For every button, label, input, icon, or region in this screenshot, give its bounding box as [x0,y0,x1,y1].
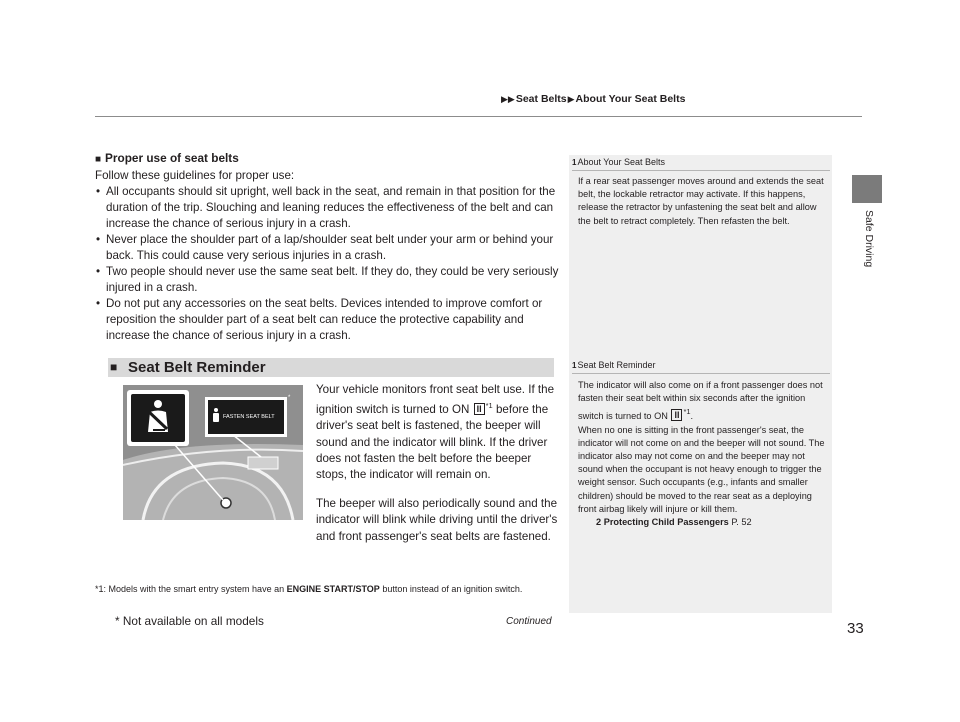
availability-note: * Not available on all models [115,614,264,628]
reminder-p1-end: before the driver's seat belt is fastened, the beeper will sound and the indicator will blink. If the driver does not fasten the belt before the beeper stops, the indicator will remain on. [316,403,549,482]
ignition-key-badge: II [474,403,485,415]
reminder-p1-start: Your vehicle monitors front seat belt use. If the ignition switch is turned to ON [316,383,555,417]
guideline-item: • Never place the shoulder part of a lap/shoulder seat belt under your arm or behind your back. This could cause very serious injuries in a crash. [95,232,560,264]
reminder-body [316,382,559,558]
dashboard-illustration [123,385,303,520]
breadcrumb-arrow-icon: ▶ [567,94,575,104]
guideline-item: • Two people should never use the same seat belt. If they do, they could be very seriously injured in a crash. [95,264,560,296]
page-number: 33 [847,620,864,637]
note-title: Seat Belt Reminder [577,360,656,370]
section-tab-marker [852,175,882,203]
reminder-heading: Seat Belt Reminder [128,359,266,376]
note-title: About Your Seat Belts [577,157,666,167]
note-seat-belt-reminder [572,360,830,529]
footnote-ref[interactable]: *1 [485,401,493,411]
display-asterisk: * [288,395,291,401]
breadcrumb-item-about[interactable]: About Your Seat Belts [575,93,686,105]
section-tab-label: Safe Driving [863,210,875,268]
cross-reference-link[interactable] [578,517,752,527]
display-message: FASTEN SEAT BELT [223,414,275,420]
proper-use-intro: Follow these guidelines for proper use: [95,169,295,182]
guideline-list [95,184,560,344]
note-body-punct: . [690,411,694,422]
footnote-ref[interactable]: *1 [683,407,691,417]
header-divider [95,116,862,117]
reminder-paragraph-1 [316,382,559,483]
note-body: If a rear seat passenger moves around and extends the seat belt, the lockable retractor may activate. If this happens, release the retractor by unfastening the seat belt and allow the belt to retract completely. Then refasten the belt. [578,176,824,226]
reference-icon: 2 [596,517,602,528]
guideline-item: • Do not put any accessories on the seat belts. Devices intended to improve comfort or reposition the shoulder part of a seat belt can reduce the protective capability and increase the chance of serious injury in a crash. [95,296,560,344]
cross-reference-text[interactable]: Protecting Child Passengers [603,517,729,528]
note-heading [572,360,830,370]
guideline-item: • All occupants should sit upright, well back in the seat, and remain in that position for the duration of the trip. Slouching and leaning reduces the effectiveness of the belt and can increase the chance of serious injury in a crash. [95,184,560,232]
note-body-part-1: The indicator will also come on if a front passenger does not fasten their seat belt within six seconds after the ignition switch is turned to ON [578,380,823,422]
reminder-heading-bar [108,358,554,377]
footnote-prefix: *1: Models with the smart entry system have an [95,584,285,594]
breadcrumb-arrow-icon: ▶▶ [501,94,515,104]
cross-reference-page[interactable]: P. 52 [731,517,752,528]
reminder-paragraph-2: The beeper will also periodically sound and the indicator will blink while driving until the driver's and front passenger's seat belts are fastened. [316,497,558,543]
square-bullet-icon: ■ [95,154,102,165]
proper-use-heading [95,150,560,168]
reference-icon: 1 [572,158,577,167]
note-divider [572,170,830,171]
note-heading [572,157,830,167]
footnote [95,582,565,596]
reference-icon: 1 [572,361,577,370]
footnote-suffix: button instead of an ignition switch. [382,584,523,594]
proper-use-heading-text: Proper use of seat belts [105,151,239,165]
continued-label: Continued [506,616,552,627]
breadcrumb-item-seat-belts[interactable]: Seat Belts [515,93,567,105]
note-about-seat-belts [572,157,830,228]
breadcrumb [500,93,685,105]
note-divider [572,373,830,374]
square-bullet-icon: ■ [110,360,118,374]
note-body [572,379,830,529]
footnote-button-name: ENGINE START/STOP [286,584,380,594]
note-body-part-2: When no one is sitting in the front passenger's seat, the indicator will not come on and the beeper will not sound. The indicator also may not come on and the beeper may not sound when the occupant is not heavy enough to trigger the weight sensor. Such occupants (e.g., infants and smaller children) should be moved to the rear seat as a deploying front airbag likely will injure or kill them. [578,424,825,514]
proper-use-section [95,150,560,344]
ignition-key-badge: II [671,409,682,421]
